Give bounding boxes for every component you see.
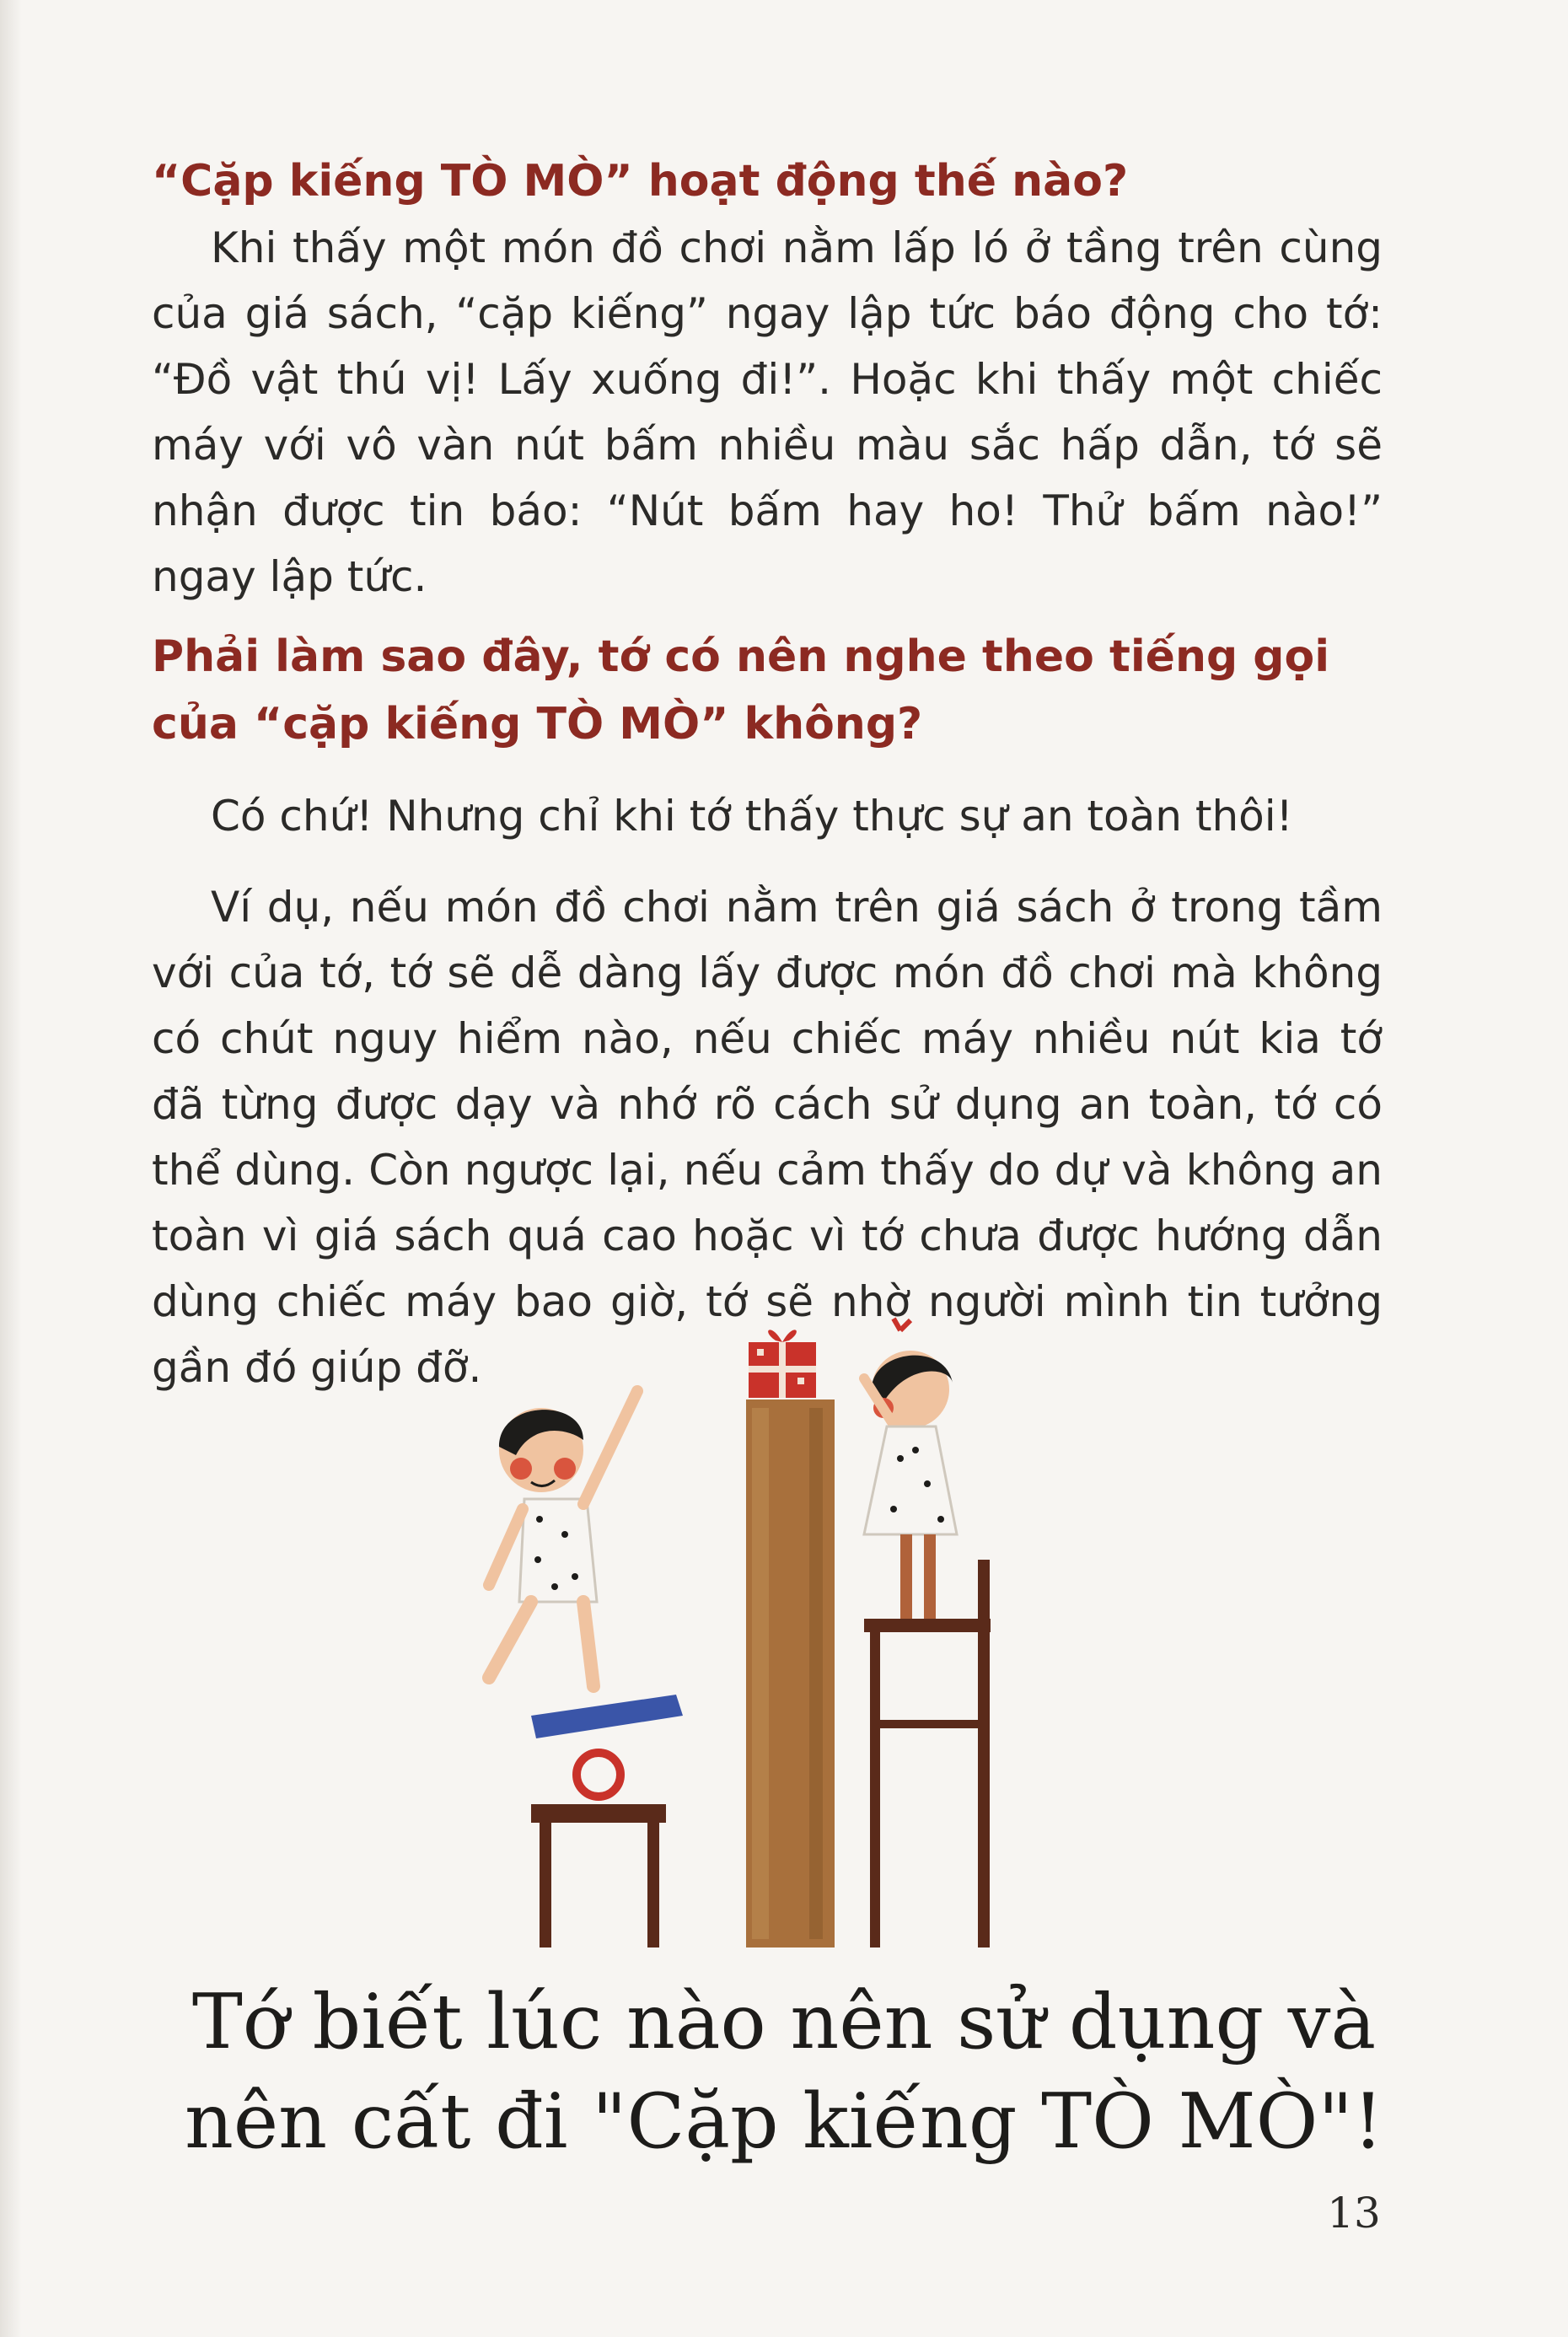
paragraph-example: Ví dụ, nếu món đồ chơi nằm trên giá sách ở trong tầm với của tớ, tớ sẽ dễ dàng lấy được món đồ chơi mà không có chút nguy hiểm nào, nếu chiếc máy nhiều nút kia tớ đã từng được dạy và nhớ rõ cách sử dụng an toàn, tớ có thể dùng. Còn ngược lại, nếu cảm thấy do dự và không an toàn vì giá sách quá cao hoặc vì tớ chưa được hướng dẫn dùng chiếc máy bao giờ, tớ sẽ nhờ người mình tin tưởng gần đó giúp đỡ. [152, 883, 1383, 1392]
caption-line-1: Tớ biết lúc nào nên sử dụng và [191, 1978, 1377, 2066]
section-heading-how-it-works: “Cặp kiếng TÒ MÒ” hoạt động thế nào? [152, 156, 1129, 207]
page-edge-shadow [0, 0, 22, 2337]
paragraph-yes-when-safe: Có chứ! Nhưng chỉ khi tớ thấy thực sự an toàn thôi! [211, 792, 1293, 841]
small-stool [531, 1804, 666, 1948]
caption-line-2: nên cất đi "Cặp kiếng TÒ MÒ"! [184, 2077, 1384, 2166]
children-illustration [438, 1281, 1079, 1956]
wooden-pillar [746, 1400, 835, 1948]
paragraph-how-it-works: Khi thấy một món đồ chơi nằm lấp ló ở tầng trên cùng của giá sách, “cặp kiếng” ngay lập tức báo động cho tớ: “Đồ vật thú vị! Lấy xuống đi!”. Hoặc khi thấy một chiếc máy với vô vàn nút bấm nhiều màu sắc hấp dẫn, tớ sẽ nhận được tin báo: “Nút bấm hay ho! Thử bấm nào!” ngay lập tức. [152, 223, 1383, 601]
girl-figure [864, 1319, 957, 1619]
page-number: 13 [1327, 2189, 1381, 2238]
text-block [152, 148, 1383, 1400]
section-heading-should-i-listen: Phải làm sao đây, tớ có nên nghe theo tiếng gọi của “cặp kiếng TÒ MÒ” không? [152, 631, 1330, 749]
gift-box-icon [749, 1330, 816, 1398]
caption [126, 1973, 1442, 2172]
wobbly-board [531, 1695, 683, 1797]
boy-figure [489, 1391, 637, 1686]
